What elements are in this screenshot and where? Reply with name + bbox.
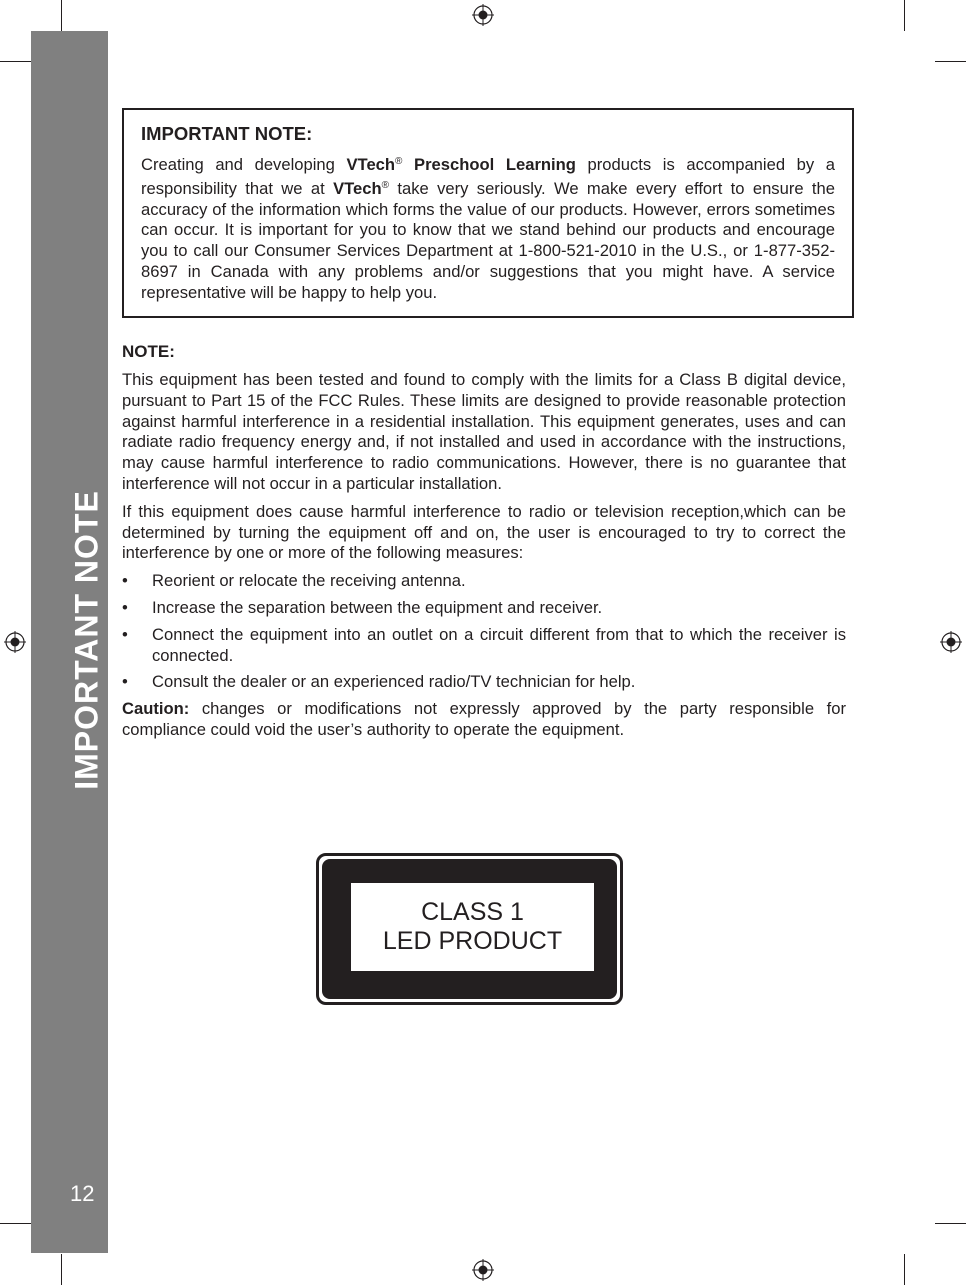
important-note-text xyxy=(141,152,835,304)
brand-name: VTech xyxy=(333,178,382,198)
crop-mark xyxy=(935,1223,966,1224)
label-frame xyxy=(322,859,617,999)
note-paragraph: If this equipment does cause harmful interference to radio or television reception,which can be determined by turning the equipment off and on, the user is encouraged to try to correct the interference by one or more of the following measures: xyxy=(122,501,846,563)
bullet: • xyxy=(122,624,128,644)
class-1-led-label xyxy=(316,853,623,1005)
crop-mark xyxy=(935,61,966,62)
list-item-text: Consult the dealer or an experienced radio/TV technician for help. xyxy=(152,672,636,692)
registration-mark-icon xyxy=(4,631,26,653)
registration-mark-icon xyxy=(940,631,962,653)
bullet: • xyxy=(122,571,128,591)
caution-paragraph xyxy=(122,699,846,741)
sidebar-title: IMPORTANT NOTE xyxy=(68,490,105,790)
fcc-note-section xyxy=(122,341,846,748)
crop-mark xyxy=(0,1223,31,1224)
bullet: • xyxy=(122,672,128,692)
crop-mark xyxy=(904,1254,905,1285)
list-item xyxy=(122,625,846,667)
list-item xyxy=(122,598,846,619)
brand-name: VTech xyxy=(346,155,396,174)
note-title: NOTE: xyxy=(122,342,175,361)
measures-list xyxy=(122,571,846,693)
list-item xyxy=(122,571,846,592)
registration-mark-icon xyxy=(472,4,494,26)
crop-mark xyxy=(61,0,62,31)
text-segment: products is accompanied by a responsibility that we at xyxy=(141,155,835,198)
important-note-title: IMPORTANT NOTE: xyxy=(141,123,313,144)
list-item-text: Reorient or relocate the receiving antenna. xyxy=(152,571,466,591)
list-item-text: Increase the separation between the equipment and receiver. xyxy=(152,597,603,617)
product-line: Preschool Learning xyxy=(402,155,576,174)
caution-text: changes or modifications not expressly approved by the party responsible for compliance could void the user’s authority to operate the equipment. xyxy=(122,699,846,739)
label-text-panel xyxy=(351,883,594,971)
bullet: • xyxy=(122,597,128,617)
page-number: 12 xyxy=(70,1181,95,1206)
label-line-2: LED PRODUCT xyxy=(382,927,563,955)
text-segment: take very seriously. We make every effort to ensure the accuracy of the information which forms the value of our products. However, errors sometimes can occur. It is important for you to know that we stand behind our products and encourage you to call our Consumer Services Department at 1-800-521-2010 in the U.S., or 1-877-352-8697 in Canada with any problems and/or suggestions that you might have. A service representative will be happy to help you. xyxy=(141,178,835,302)
crop-mark xyxy=(61,1254,62,1285)
registered-mark: ® xyxy=(381,179,390,191)
registration-mark-icon xyxy=(472,1259,494,1281)
note-paragraph: This equipment has been tested and found to comply with the limits for a Class B digital device, pursuant to Part 15 of the FCC Rules. These limits are designed to provide reasonable protection against harmful interference in a residential installation. This equipment generates, uses and can radiate radio frequency energy and, if not installed and used in accordance with the instructions, may cause harmful interference to radio communications. However, there is no guarantee that interference will not occur in a particular installation. xyxy=(122,370,846,493)
text-segment: Creating and developing xyxy=(141,155,347,174)
registered-mark: ® xyxy=(395,156,403,167)
caution-label: Caution: xyxy=(122,699,190,719)
list-item xyxy=(122,672,846,693)
crop-mark xyxy=(0,61,31,62)
important-note-box xyxy=(122,108,854,318)
list-item-text: Connect the equipment into an outlet on a circuit different from that to which the receiver is connected. xyxy=(152,624,846,665)
crop-mark xyxy=(904,0,905,31)
label-line-1: CLASS 1 xyxy=(421,898,524,926)
